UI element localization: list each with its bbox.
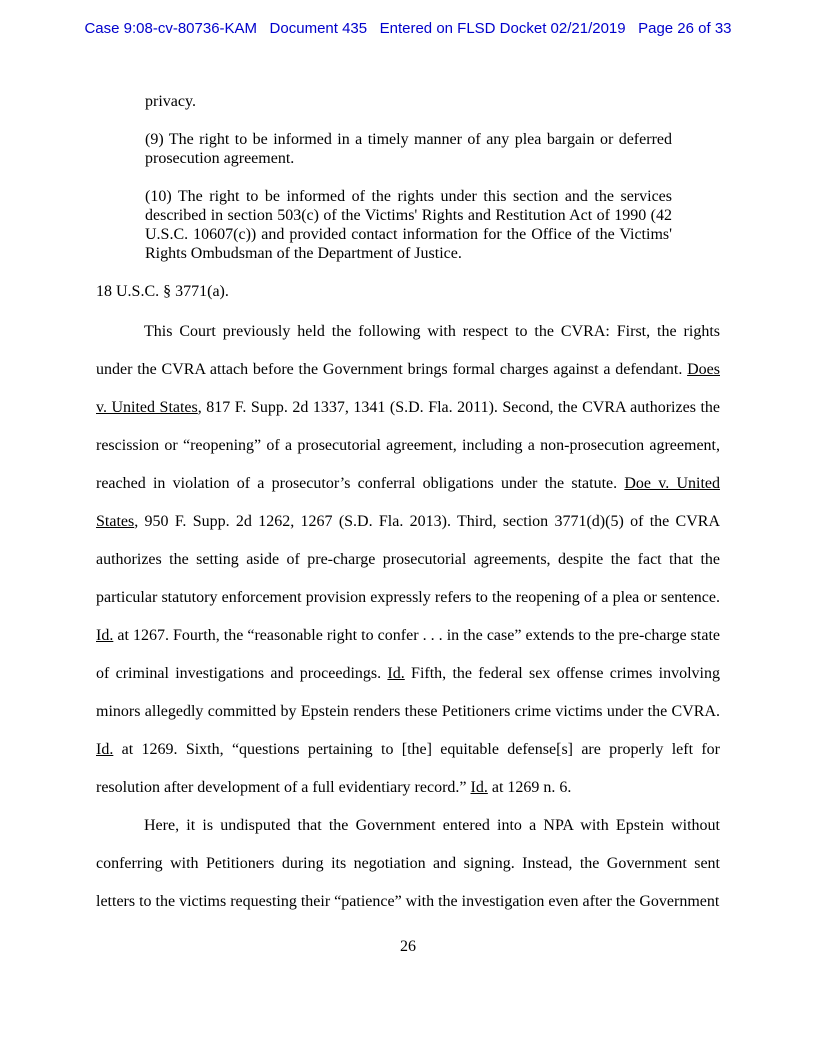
statute-citation: 18 U.S.C. § 3771(a). [96,283,229,300]
blockquote-paragraph: (9) The right to be informed in a timely manner of any plea bargain or deferred prosecution agreement. [145,131,672,167]
case-citation: Id. [96,627,114,644]
case-citation: Id. [387,665,405,682]
document-body [96,92,720,921]
text-run: Fifth, the federal sex offense crimes involving minors allegedly committed by Epstein renders these Petitioners crime victims under the CVRA. [96,665,720,720]
body-paragraph [96,807,720,921]
page-number: 26 [400,938,416,955]
text-run: at 1267. Fourth, the “reasonable right to confer . . . in the case” extends to the pre-charge state of criminal investigations and proceedings. [96,627,720,682]
text-run: at 1269. Sixth, “questions pertaining to [the] equitable defense[s] are properly left for resolution after development of a full evidentiary record.” [96,741,720,796]
text-run: , 817 F. Supp. 2d 1337, 1341 (S.D. Fla. 2011). Second, the CVRA authorizes the rescission or “reopening” of a prosecutorial agreement, including a non-prosecution agreement, reached in violation of a prosecutor’s conferral obligations under the statute. [96,399,720,492]
court-stamp-header: Case 9:08-cv-80736-KAM Document 435 Entered on FLSD Docket 02/21/2019 Page 26 of 33 [84,20,732,37]
blockquote-paragraph: privacy. [145,93,196,110]
body-paragraph [96,313,720,807]
statute-blockquote [96,92,720,263]
blockquote-paragraph: (10) The right to be informed of the rights under this section and the services described in section 503(c) of the Victims' Rights and Restitution Act of 1990 (42 U.S.C. 10607(c)) and provided contact information for the Office of the Victims' Rights Ombudsman of the Department of Justice. [145,188,672,262]
text-run: Here, it is undisputed that the Government entered into a NPA with Epstein without conferring with Petitioners during its negotiation and signing. Instead, the Government sent letters to the victims requesting their “patience” with the investigation even after the Government [96,817,720,910]
text-run: This Court previously held the following with respect to the CVRA: First, the rights under the CVRA attach before the Government brings formal charges against a defendant. [96,323,720,378]
text-run: , 950 F. Supp. 2d 1262, 1267 (S.D. Fla. 2013). Third, section 3771(d)(5) of the CVRA authorizes the setting aside of pre-charge prosecutorial agreements, despite the fact that the particular statutory enforcement provision expressly refers to the reopening of a plea or sentence. [96,513,720,606]
case-citation: Id. [470,779,488,796]
case-citation: Doe v. United States [96,475,720,530]
case-citation: Id. [96,741,114,758]
case-citation: Does v. United States [96,361,720,416]
body-paragraphs [96,313,720,921]
text-run: at 1269 n. 6. [487,779,572,796]
